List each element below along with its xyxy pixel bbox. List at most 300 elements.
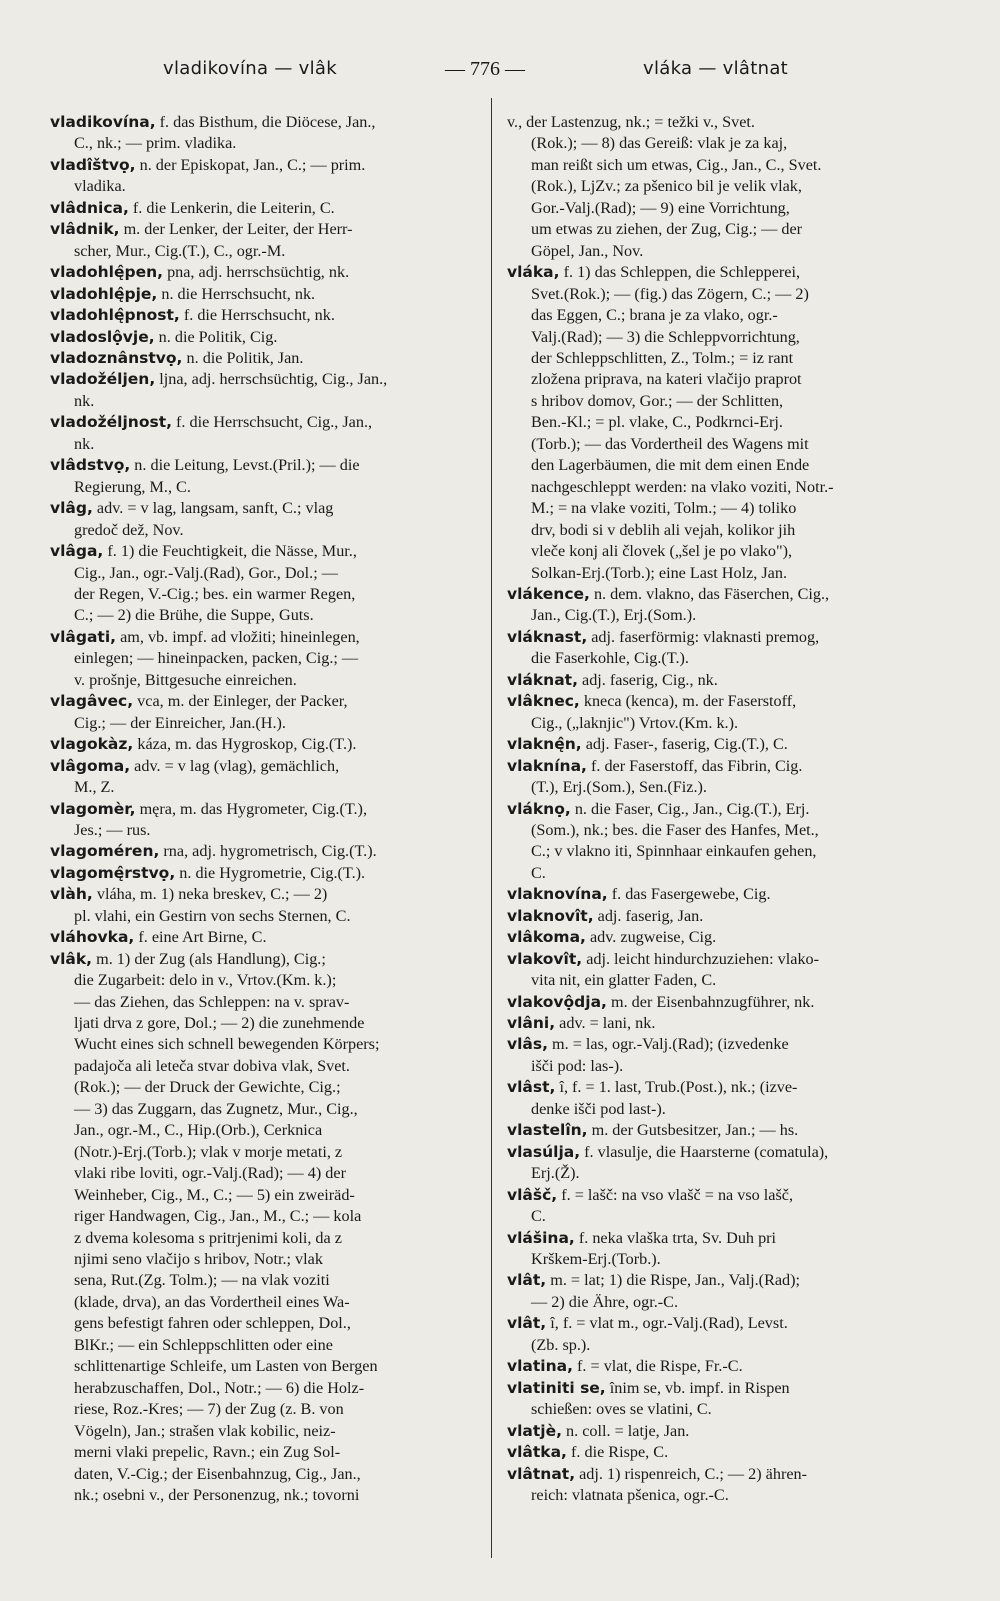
entry-line — [507, 219, 947, 240]
entry-text: n. die Faser, Cig., Jan., Cig.(T.), Erj. — [570, 799, 810, 818]
entry-headword: vlât, — [507, 1271, 547, 1290]
entry-line — [50, 884, 475, 905]
entry-text: f. die Rispe, C. — [566, 1443, 669, 1462]
entry-text: m. 1) der Zug (als Handlung), Cig.; — [92, 949, 326, 968]
entry-line — [507, 992, 947, 1013]
entry-line — [50, 927, 475, 948]
entry-text: schlittenartige Schleife, um Lasten von Bergen — [74, 1357, 378, 1376]
entry-line — [507, 1099, 947, 1120]
entry-headword: vladohlę̂pnost, — [50, 306, 180, 325]
entry-headword: vlagoméren, — [50, 842, 160, 861]
entry-headword: vláknat, — [507, 670, 578, 689]
entry-text: v., der Lastenzug, nk.; = težki v., Svet. — [507, 113, 755, 131]
entry-line — [50, 1249, 475, 1270]
entry-line — [50, 970, 475, 991]
entry-text: gredoč dež, Nov. — [74, 520, 184, 539]
entry-line — [507, 520, 947, 541]
entry-line — [50, 777, 475, 798]
entry-text: adv. zugweise, Cig. — [585, 928, 717, 947]
dictionary-entry — [507, 949, 947, 992]
entry-line — [507, 133, 947, 154]
entry-text: C., nk.; — prim. vladika. — [74, 134, 237, 153]
entry-headword: vlàh, — [50, 885, 93, 904]
column-divider — [491, 98, 492, 1558]
entry-line — [507, 756, 947, 777]
dictionary-entry — [50, 498, 475, 541]
entry-text: pna, adj. herrschsüchtig, nk. — [163, 263, 350, 282]
entry-text: n. der Episkopat, Jan., C.; — prim. — [135, 155, 366, 174]
dictionary-entry — [507, 262, 947, 584]
entry-text: f. = vlat, die Rispe, Fr.-C. — [572, 1357, 743, 1376]
dictionary-entry — [50, 455, 475, 498]
entry-line — [507, 284, 947, 305]
entry-headword: vlákence, — [507, 584, 590, 603]
entry-headword: vlâšč, — [507, 1185, 558, 1204]
entry-text: m. der Eisenbahnzugführer, nk. — [606, 992, 815, 1011]
entry-text: schießen: oves se vlatini, C. — [531, 1400, 712, 1419]
entry-line — [507, 1270, 947, 1291]
dictionary-entry — [507, 112, 947, 262]
entry-headword: vladoslộvje, — [50, 327, 155, 346]
entry-text: (Rok.), LjZv.; za pšenico bil je velik vlak, — [531, 177, 802, 196]
entry-line — [50, 241, 475, 262]
entry-text: gens befestigt fahren oder schleppen, Dol., — [74, 1314, 351, 1333]
dictionary-entry — [507, 1378, 947, 1421]
entry-text: C. — [531, 863, 546, 882]
dictionary-entry — [507, 927, 947, 948]
entry-line — [50, 498, 475, 519]
entry-line — [507, 927, 947, 948]
dictionary-entry — [507, 799, 947, 885]
dictionary-entry — [507, 1442, 947, 1463]
entry-text: Wucht eines sich schnell bewegenden Körpers; — [74, 1035, 380, 1054]
entry-text: vita nit, ein glatter Faden, C. — [531, 971, 717, 990]
dictionary-entry — [507, 584, 947, 627]
dictionary-entry — [507, 1356, 947, 1377]
entry-text: f. vlasulje, die Haarsterne (comatula), — [580, 1142, 829, 1161]
page-header — [0, 54, 1000, 84]
entry-headword: vlâtka, — [507, 1443, 567, 1462]
entry-text: padajoča ali leteča stvar dobiva vlak, Svet. — [74, 1056, 350, 1075]
entry-headword: vlâgoma, — [50, 756, 131, 775]
entry-text: adj. leicht hindurchzuziehen: vlako- — [582, 949, 820, 968]
entry-line — [50, 1356, 475, 1377]
entry-line — [507, 1206, 947, 1227]
dictionary-entry — [507, 1185, 947, 1228]
entry-line — [50, 563, 475, 584]
entry-headword: vlaknovína, — [507, 885, 608, 904]
entry-text: f. = lašč: na vso vlašč = na vso lašč, — [557, 1185, 794, 1204]
entry-line — [507, 498, 947, 519]
entry-headword: vlakovộdja, — [507, 992, 607, 1011]
entry-text: vladika. — [74, 177, 126, 196]
entry-line — [50, 734, 475, 755]
entry-text: n. die Leitung, Levst.(Pril.); — die — [130, 456, 360, 475]
entry-line — [50, 863, 475, 884]
entry-line — [507, 155, 947, 176]
entry-headword: vlatiniti se, — [507, 1378, 606, 1397]
entry-line — [507, 1464, 947, 1485]
entry-headword: vlâdstvọ, — [50, 456, 131, 475]
entry-text: Cig., („laknjic") Vrtov.(Km. k.). — [531, 713, 739, 732]
entry-line — [507, 477, 947, 498]
entry-text: reich: vlatnata pšenica, ogr.-C. — [531, 1486, 729, 1504]
entry-line — [507, 1185, 947, 1206]
entry-text: nk. — [74, 434, 95, 453]
entry-line — [507, 1034, 947, 1055]
entry-text: nachgeschleppt werden: na vlako voziti, Notr.- — [531, 477, 834, 496]
entry-line — [507, 412, 947, 433]
entry-text: vleče konj ali človek („šel je po vlako"), — [531, 542, 793, 561]
entry-line — [507, 1485, 947, 1506]
entry-line — [507, 1249, 947, 1270]
entry-text: (Rok.); — der Druck der Gewichte, Cig.; — [74, 1078, 341, 1097]
entry-text: Gor.-Valj.(Rad); — 9) eine Vorrichtung, — [531, 198, 790, 217]
dictionary-entry — [50, 198, 475, 219]
dictionary-entry — [507, 756, 947, 799]
entry-line — [50, 327, 475, 348]
entry-line — [50, 1099, 475, 1120]
entry-line — [50, 1421, 475, 1442]
dictionary-entry — [507, 884, 947, 905]
entry-line — [507, 1163, 947, 1184]
entry-line — [507, 327, 947, 348]
dictionary-entry — [50, 412, 475, 455]
dictionary-entry — [50, 327, 475, 348]
entry-text: m. = lat; 1) die Rispe, Jan., Valj.(Rad); — [546, 1271, 801, 1290]
entry-text: Valj.(Rad); — 3) die Schleppvorrichtung, — [531, 327, 800, 346]
entry-text: merni vlaki prepelic, Ravn.; ein Zug Sol- — [74, 1443, 341, 1462]
entry-headword: vláka, — [507, 263, 560, 282]
entry-headword: vlaknína, — [507, 756, 587, 775]
entry-headword: vladožéljen, — [50, 370, 156, 389]
entry-text: C.; — 2) die Brühe, die Suppe, Guts. — [74, 606, 314, 625]
entry-line — [50, 541, 475, 562]
entry-line — [507, 541, 947, 562]
entry-text: Solkan-Erj.(Torb.); eine Last Holz, Jan. — [531, 563, 787, 582]
dictionary-entry — [50, 305, 475, 326]
entry-headword: vlâst, — [507, 1078, 556, 1097]
entry-text: den Lagerbäumen, die mit dem einen Ende — [531, 456, 810, 475]
entry-line — [50, 520, 475, 541]
entry-text: sena, Rut.(Zg. Tolm.); — na vlak voziti — [74, 1271, 330, 1290]
entry-line — [50, 348, 475, 369]
entry-line — [507, 1399, 947, 1420]
entry-text: m. der Lenker, der Leiter, der Herr- — [119, 220, 353, 239]
entry-line — [50, 1120, 475, 1141]
dictionary-entry — [50, 863, 475, 884]
dictionary-entry — [50, 949, 475, 1507]
entry-line — [50, 412, 475, 433]
entry-text: pl. vlahi, ein Gestirn von sechs Sternen, C. — [74, 906, 351, 925]
entry-text: f. 1) die Feuchtigkeit, die Nässe, Mur., — [103, 542, 357, 561]
entry-line — [50, 455, 475, 476]
entry-line — [50, 198, 475, 219]
entry-headword: vladoznânstvọ, — [50, 348, 183, 367]
entry-line — [507, 369, 947, 390]
entry-line — [50, 112, 475, 133]
entry-text: scher, Mur., Cig.(T.), C., ogr.-M. — [74, 241, 286, 260]
entry-line — [507, 262, 947, 283]
dictionary-entry — [507, 1013, 947, 1034]
entry-headword: vlâk, — [50, 949, 93, 968]
entry-text: nk.; osebni v., der Personenzug, nk.; tovorni — [74, 1486, 360, 1504]
entry-text: z dvema kolesoma s pritrjenimi koli, da z — [74, 1228, 342, 1247]
entry-line — [507, 112, 947, 133]
entry-headword: vlatina, — [507, 1357, 573, 1376]
entry-text: (T.), Erj.(Som.), Sen.(Fiz.). — [531, 778, 707, 797]
entry-line — [50, 305, 475, 326]
entry-text: Erj.(Ž). — [531, 1164, 580, 1183]
entry-text: m. der Gutsbesitzer, Jan.; — hs. — [587, 1121, 799, 1140]
entry-headword: vladohlę̂pen, — [50, 263, 164, 282]
entry-text: f. das Fasergewebe, Cig. — [607, 885, 771, 904]
entry-line — [507, 1292, 947, 1313]
entry-text: f. eine Art Birne, C. — [134, 928, 267, 947]
entry-line — [507, 1378, 947, 1399]
entry-headword: vlatjè, — [507, 1421, 562, 1440]
entry-line — [50, 949, 475, 970]
entry-line — [507, 1228, 947, 1249]
entry-line — [50, 841, 475, 862]
entry-line — [50, 1378, 475, 1399]
entry-line — [50, 584, 475, 605]
entry-text: C.; v vlakno iti, Spinnhaar einkaufen gehen, — [531, 842, 817, 861]
entry-headword: vlâtnat, — [507, 1464, 576, 1483]
entry-headword: vlâdnik, — [50, 220, 120, 239]
entry-headword: vladikovína, — [50, 113, 156, 131]
entry-line — [507, 713, 947, 734]
entry-text: káza, m. das Hygroskop, Cig.(T.). — [133, 735, 357, 754]
entry-line — [507, 584, 947, 605]
entry-text: f. der Faserstoff, das Fibrin, Cig. — [586, 756, 803, 775]
entry-text: męra, m. das Hygrometer, Cig.(T.), — [135, 799, 367, 818]
entry-text: (Zb. sp.). — [531, 1335, 591, 1354]
entry-text: (Som.), nk.; bes. die Faser des Hanfes, Met., — [531, 820, 819, 839]
entry-line — [50, 1034, 475, 1055]
entry-text: n. die Hygrometrie, Cig.(T.). — [175, 863, 366, 882]
entry-line — [50, 1077, 475, 1098]
entry-line — [50, 1399, 475, 1420]
entry-line — [50, 1206, 475, 1227]
entry-text: Cig.; — der Einreicher, Jan.(H.). — [74, 713, 286, 732]
entry-text: der Regen, V.-Cig.; bes. ein warmer Regen, — [74, 584, 356, 603]
entry-line — [50, 1228, 475, 1249]
entry-headword: vláknọ, — [507, 799, 571, 818]
entry-text: vca, m. der Einleger, der Packer, — [133, 692, 348, 711]
entry-headword: vláknast, — [507, 627, 588, 646]
entry-line — [50, 155, 475, 176]
dictionary-entry — [507, 1034, 947, 1077]
dictionary-entry — [50, 627, 475, 691]
entry-text: v. prošnje, Bittgesuche einreichen. — [74, 670, 297, 689]
dictionary-entry — [507, 1313, 947, 1356]
entry-text: Svet.(Rok.); — (fig.) das Zögern, C.; — 2) — [531, 284, 809, 303]
entry-text: n. die Politik, Jan. — [182, 348, 304, 367]
entry-text: adj. faserig, Cig., nk. — [577, 670, 718, 689]
entry-line — [50, 133, 475, 154]
dictionary-entry — [50, 262, 475, 283]
entry-line — [507, 670, 947, 691]
dictionary-entry — [507, 906, 947, 927]
dictionary-entry — [50, 734, 475, 755]
dictionary-entry — [507, 1421, 947, 1442]
dictionary-entry — [50, 927, 475, 948]
entry-text: vlaki ribe loviti, ogr.-Valj.(Rad); — 4) der — [74, 1164, 346, 1183]
entry-text: die Faserkohle, Cig.(T.). — [531, 649, 689, 668]
entry-text: man reißt sich um etwas, Cig., Jan., C., Svet. — [531, 155, 822, 174]
entry-line — [507, 734, 947, 755]
entry-headword: vlâkoma, — [507, 928, 586, 947]
entry-text: — 3) das Zuggarn, das Zugnetz, Mur., Cig., — [74, 1099, 358, 1118]
entry-text: kneca (kenca), m. der Faserstoff, — [579, 692, 797, 711]
entry-line — [50, 691, 475, 712]
entry-line — [507, 348, 947, 369]
entry-text: adv. = v lag, langsam, sanft, C.; vlag — [92, 499, 334, 518]
entry-text: der Schleppschlitten, Z., Tolm.; = iz rant — [531, 348, 794, 367]
entry-line — [507, 198, 947, 219]
entry-line — [507, 1442, 947, 1463]
entry-text: riger Handwagen, Cig., Jan., M., C.; — kola — [74, 1207, 362, 1226]
dictionary-entry — [50, 884, 475, 927]
dictionary-entry — [507, 670, 947, 691]
entry-line — [507, 884, 947, 905]
entry-line — [507, 841, 947, 862]
entry-text: adv. = lani, nk. — [555, 1014, 656, 1033]
entry-line — [507, 1077, 947, 1098]
entry-line — [507, 863, 947, 884]
entry-text: f. 1) das Schleppen, die Schlepperei, — [559, 263, 801, 282]
entry-text: n. die Herrschsucht, nk. — [157, 284, 316, 303]
entry-line — [50, 477, 475, 498]
right-column — [507, 112, 947, 1506]
dictionary-entry — [507, 1270, 947, 1313]
entry-text: Göpel, Jan., Nov. — [531, 241, 644, 260]
entry-text: ljati drva z gore, Dol.; — 2) die zunehmende — [74, 1014, 365, 1033]
entry-text: ljna, adj. herrschsüchtig, Cig., Jan., — [155, 370, 388, 389]
entry-line — [507, 648, 947, 669]
entry-line — [50, 1185, 475, 1206]
header-right-range: vláka — vlâtnat — [643, 58, 789, 79]
entry-line — [50, 391, 475, 412]
entry-headword: vlâgati, — [50, 627, 117, 646]
dictionary-entry — [50, 348, 475, 369]
entry-text: drv, bodi si v deblih ali vejah, kolikor jih — [531, 520, 796, 539]
entry-line — [507, 241, 947, 262]
entry-text: Jan., ogr.-M., C., Hip.(Orb.), Cerknica — [74, 1121, 323, 1140]
entry-headword: vlagomę̂rstvọ, — [50, 863, 176, 882]
entry-line — [50, 1270, 475, 1291]
entry-line — [507, 391, 947, 412]
entry-line — [507, 1120, 947, 1141]
entry-text: nk. — [74, 391, 95, 410]
dictionary-entry — [50, 219, 475, 262]
entry-headword: vlastelîn, — [507, 1121, 588, 1140]
entry-headword: vlâni, — [507, 1014, 556, 1033]
dictionary-entry — [50, 799, 475, 842]
entry-line — [507, 605, 947, 626]
entry-text: î, f. = 1. last, Trub.(Post.), nk.; (izve- — [555, 1078, 798, 1097]
header-left-range: vladikovína — vlâk — [163, 58, 337, 79]
entry-text: daten, V.-Cig.; der Eisenbahnzug, Cig., Jan., — [74, 1464, 361, 1483]
dictionary-entry — [507, 1464, 947, 1507]
entry-text: um etwas zu ziehen, der Zug, Cig.; — der — [531, 220, 803, 239]
entry-line — [507, 1356, 947, 1377]
entry-line — [507, 906, 947, 927]
entry-line — [507, 563, 947, 584]
entry-headword: vlakovît, — [507, 949, 583, 968]
entry-line — [50, 1464, 475, 1485]
entry-text: n. dem. vlakno, das Fäserchen, Cig., — [589, 584, 830, 603]
entry-headword: vlagokàz, — [50, 735, 134, 754]
entry-text: f. neka vlaška trta, Sv. Duh pri — [574, 1228, 777, 1247]
entry-headword: vlâknec, — [507, 692, 580, 711]
entry-line — [50, 219, 475, 240]
entry-text: Regierung, M., C. — [74, 477, 191, 496]
entry-line — [50, 627, 475, 648]
dictionary-entry — [507, 691, 947, 734]
entry-headword: vlâs, — [507, 1035, 548, 1054]
entry-text: zložena priprava, na kateri vlačijo praprot — [531, 370, 802, 389]
entry-line — [507, 434, 947, 455]
entry-line — [50, 434, 475, 455]
entry-line — [507, 1335, 947, 1356]
entry-text: f. die Lenkerin, die Leiterin, C. — [128, 198, 335, 217]
entry-text: herabzuschaffen, Dol., Notr.; — 6) die Holz- — [74, 1378, 365, 1397]
entry-text: (Notr.)-Erj.(Torb.); vlak v morje metati, z — [74, 1142, 343, 1161]
entry-text: Vögeln), Jan.; strašen vlak kobilic, neiz- — [74, 1421, 336, 1440]
entry-line — [507, 820, 947, 841]
entry-line — [50, 605, 475, 626]
entry-text: M.; = na vlake voziti, Tolm.; — 4) toliko — [531, 499, 797, 518]
dictionary-entry — [507, 734, 947, 755]
dictionary-entry — [507, 1120, 947, 1141]
dictionary-entry — [50, 155, 475, 198]
entry-headword: vlâdnica, — [50, 198, 129, 217]
entry-text: f. das Bisthum, die Diöcese, Jan., — [155, 113, 376, 131]
entry-text: vláha, m. 1) neka breskev, C.; — 2) — [92, 885, 328, 904]
entry-text: adj. 1) rispenreich, C.; — 2) ähren- — [575, 1464, 808, 1483]
entry-line — [50, 262, 475, 283]
entry-line — [50, 1335, 475, 1356]
entry-text: das Eggen, C.; brana je za vlako, ogr.- — [531, 306, 778, 325]
entry-line — [50, 756, 475, 777]
entry-text: î, f. = vlat m., ogr.-Valj.(Rad), Levst. — [546, 1314, 788, 1333]
entry-line — [507, 949, 947, 970]
entry-line — [50, 1163, 475, 1184]
entry-text: Ben.-Kl.; = pl. vlake, C., Podkrnci-Erj. — [531, 413, 783, 432]
entry-text: Weinheber, Cig., M., C.; — 5) ein zweiräd- — [74, 1185, 355, 1204]
entry-text: (Rok.); — 8) das Gereiß: vlak je za kaj, — [531, 134, 788, 153]
entry-text: adv. = v lag (vlag), gemächlich, — [130, 756, 340, 775]
entry-text: M., Z. — [74, 778, 115, 797]
entry-headword: vlasúlja, — [507, 1142, 581, 1161]
entry-headword: vlagomèr, — [50, 799, 136, 818]
dictionary-entry — [50, 691, 475, 734]
dictionary-entry — [50, 756, 475, 799]
entry-text: am, vb. impf. ad vložiti; hineinlegen, — [116, 627, 360, 646]
entry-line — [507, 176, 947, 197]
entry-line — [507, 970, 947, 991]
entry-line — [50, 820, 475, 841]
entry-text: s hribov domov, Gor.; — der Schlitten, — [531, 391, 784, 410]
entry-text: adj. faserig, Jan. — [593, 906, 704, 925]
entry-line — [50, 176, 475, 197]
entry-text: Krškem-Erj.(Torb.). — [531, 1250, 661, 1269]
entry-text: înim se, vb. impf. in Rispen — [605, 1378, 790, 1397]
entry-line — [507, 1142, 947, 1163]
entry-text: išči pod: las-). — [531, 1056, 624, 1075]
